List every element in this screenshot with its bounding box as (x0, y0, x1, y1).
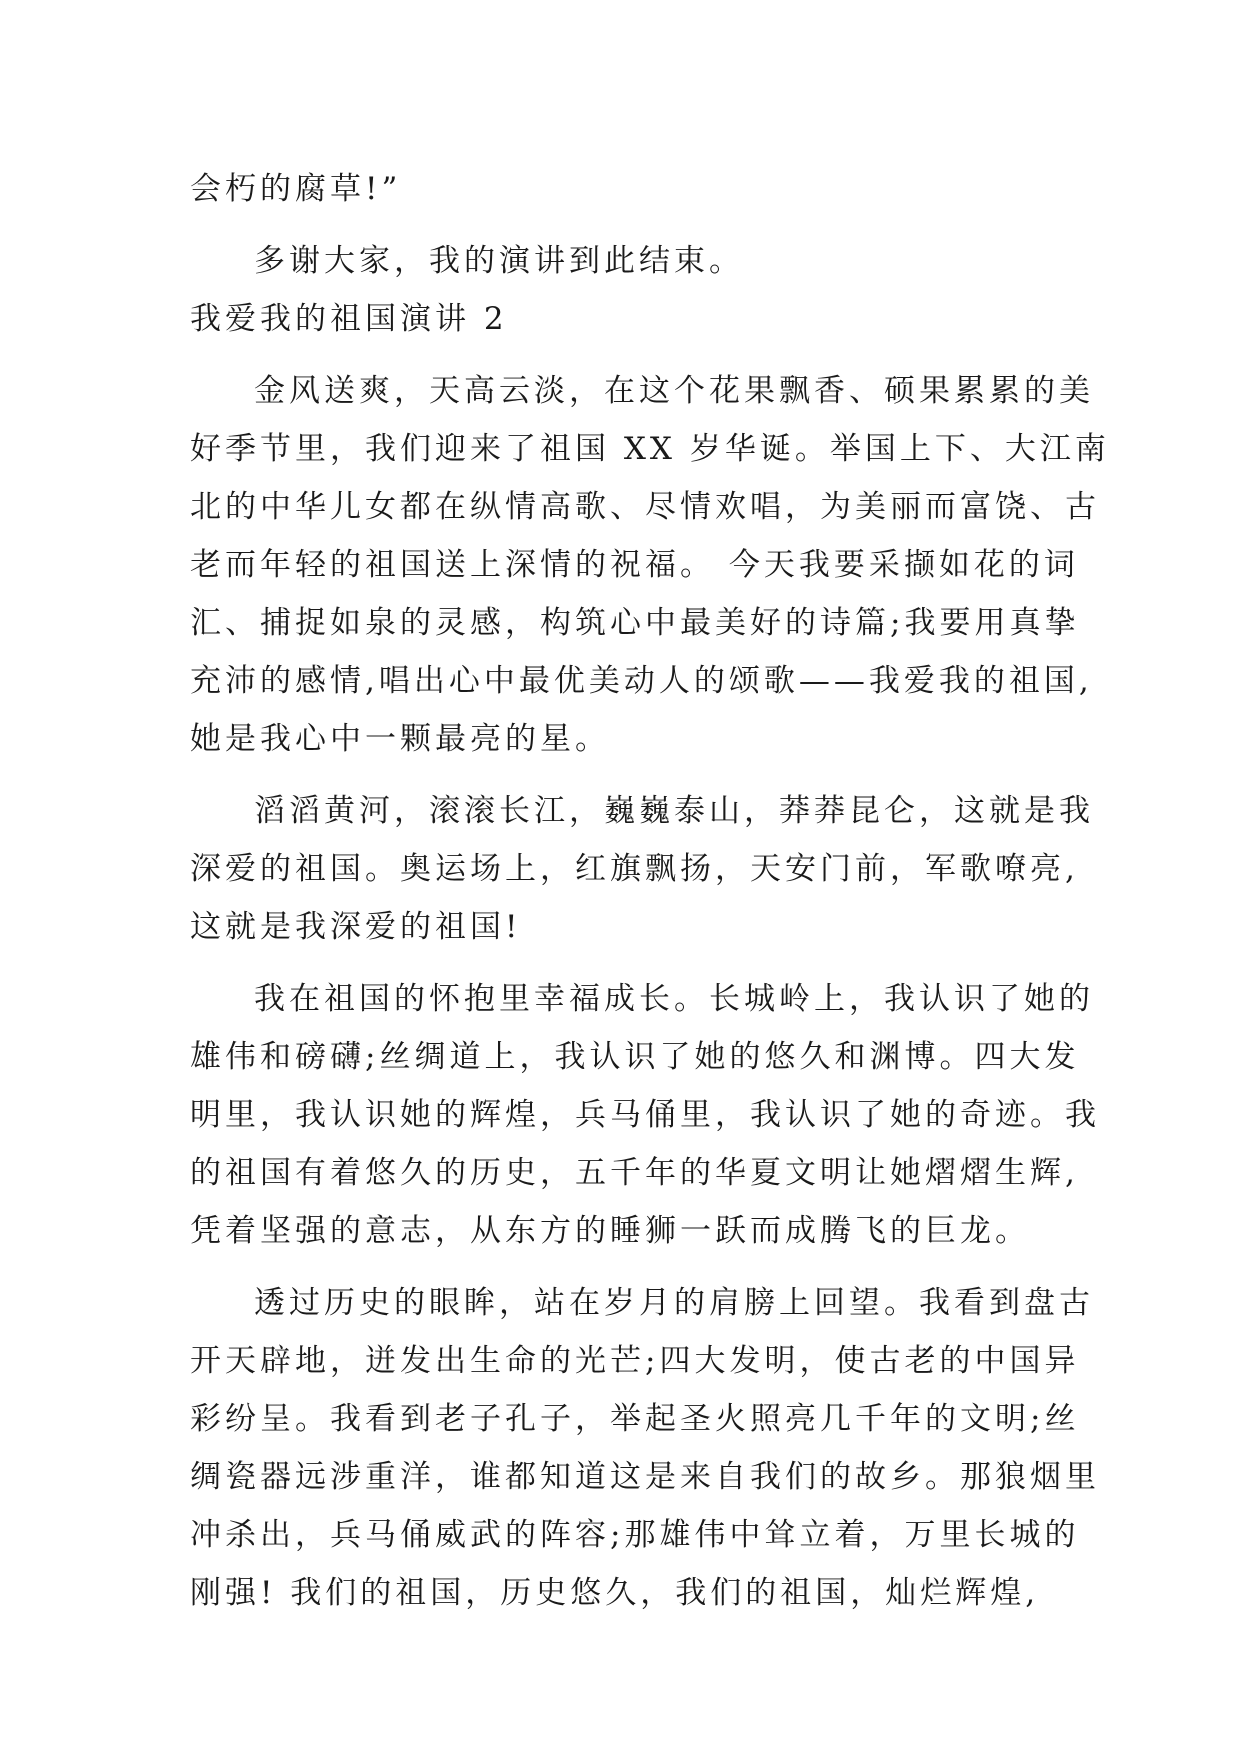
paragraph-line: 雄伟和磅礴;丝绸道上，我认识了她的悠久和渊博。四大发 (190, 1039, 1080, 1075)
paragraph-line: 深爱的祖国。奥运场上，红旗飘扬，天安门前，军歌嘹亮, (190, 851, 1079, 887)
paragraph-line: 这就是我深爱的祖国! (190, 909, 522, 945)
closing-line: 多谢大家，我的演讲到此结束。 (254, 243, 744, 279)
paragraph-gap (190, 956, 1060, 970)
paragraph-gap (190, 1260, 1060, 1274)
paragraph-line: 冲杀出，兵马俑威武的阵容;那雄伟中耸立着，万里长城的 (190, 1517, 1080, 1553)
paragraph-line: 金风送爽，天高云淡，在这个花果飘香、硕果累累的美 (254, 373, 1094, 409)
paragraph-line: 充沛的感情,唱出心中最优美动人的颂歌——我爱我的祖国, (190, 663, 1093, 699)
paragraph-line: 我在祖国的怀抱里幸福成长。长城岭上，我认识了她的 (254, 981, 1094, 1017)
paragraph-line: 老而年轻的祖国送上深情的祝福。 今天我要采撷如花的词 (190, 547, 1079, 583)
paragraph-line: 透过历史的眼眸，站在岁月的肩膀上回望。我看到盘古 (254, 1285, 1094, 1321)
paragraph-line: 她是我心中一颗最亮的星。 (190, 721, 610, 757)
paragraph-line: 绸瓷器远涉重洋，谁都知道这是来自我们的故乡。那狼烟里 (190, 1459, 1100, 1495)
paragraph-line: 汇、捕捉如泉的灵感，构筑心中最美好的诗篇;我要用真挚 (190, 605, 1080, 641)
paragraph-gap (190, 348, 1060, 362)
paragraph-gap (190, 218, 1060, 232)
paragraph-line: 北的中华儿女都在纵情高歌、尽情欢唱，为美丽而富饶、古 (190, 489, 1100, 525)
document-body (190, 160, 1110, 1622)
paragraph-line: 凭着坚强的意志，从东方的睡狮一跃而成腾飞的巨龙。 (190, 1213, 1030, 1249)
paragraph-line: 好季节里，我们迎来了祖国 XX 岁华诞。举国上下、大江南 (190, 431, 1110, 467)
paragraph-line: 刚强! 我们的祖国，历史悠久，我们的祖国，灿烂辉煌, (190, 1575, 1040, 1611)
paragraph-line: 滔滔黄河，滚滚长江，巍巍泰山，莽莽昆仑，这就是我 (254, 793, 1094, 829)
paragraph-line: 会朽的腐草!” (190, 171, 402, 207)
paragraph-line: 开天辟地，迸发出生命的光芒;四大发明，使古老的中国异 (190, 1343, 1080, 1379)
section-title: 我爱我的祖国演讲 2 (190, 301, 508, 337)
paragraph-line: 明里，我认识她的辉煌，兵马俑里，我认识了她的奇迹。我 (190, 1097, 1100, 1133)
paragraph-line: 彩纷呈。我看到老子孔子，举起圣火照亮几千年的文明;丝 (190, 1401, 1080, 1437)
paragraph-line: 的祖国有着悠久的历史，五千年的华夏文明让她熠熠生辉, (190, 1155, 1079, 1191)
paragraph-gap (190, 768, 1060, 782)
